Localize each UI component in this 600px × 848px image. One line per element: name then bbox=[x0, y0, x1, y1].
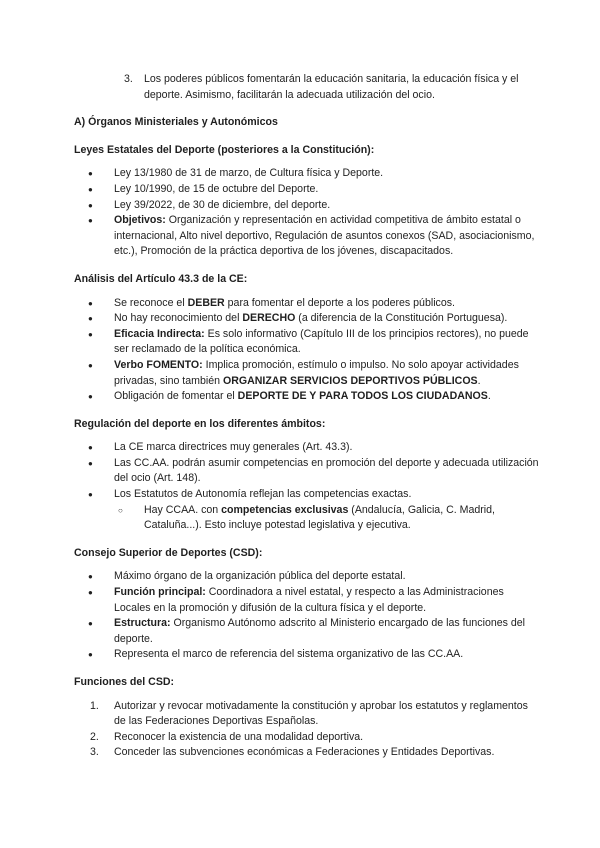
list-item: ● Máximo órgano de la organización pública del deporte estatal. bbox=[74, 569, 540, 585]
bullet-icon: ● bbox=[88, 458, 93, 468]
list-item: ● Ley 13/1980 de 31 de marzo, de Cultura física y Deporte. bbox=[74, 166, 540, 182]
bullet-icon: ● bbox=[88, 329, 93, 339]
list-item: ● Representa el marco de referencia del sistema organizativo de las CC.AA. bbox=[74, 647, 540, 663]
list-item: ● No hay reconocimiento del DERECHO (a diferencia de la Constitución Portuguesa). bbox=[74, 311, 540, 327]
bullet-icon: ● bbox=[88, 490, 93, 500]
analisis-list bbox=[74, 296, 540, 405]
leyes-heading: Leyes Estatales del Deporte (posteriores a la Constitución): bbox=[74, 143, 375, 156]
csd-list bbox=[74, 569, 540, 663]
csd-heading: Consejo Superior de Deportes (CSD): bbox=[74, 546, 263, 559]
list-item: ● Estructura: Organismo Autónomo adscrito al Ministerio encargado de las funciones del deporte. bbox=[88, 617, 526, 645]
numbered-list-item: 3. Conceder las subvenciones económicas a Federaciones y Entidades Deportivas. bbox=[90, 746, 495, 759]
numbered-list-item: 2. Reconocer la existencia de una modalidad deportiva. bbox=[90, 730, 364, 743]
bullet-icon: ● bbox=[88, 619, 93, 629]
list-number: 3. bbox=[124, 73, 133, 85]
funciones-list bbox=[74, 699, 540, 761]
list-item: ● Se reconoce el DEBER para fomentar el deporte a los poderes públicos. bbox=[74, 296, 540, 312]
list-item: ● Verbo FOMENTO: Implica promoción, estímulo o impulso. No solo apoyar actividades privadas, sino también ORGANIZAR SERVICIOS DEPORTIVOS PÚBLICOS. bbox=[88, 358, 519, 387]
bullet-icon: ● bbox=[88, 200, 93, 210]
bullet-icon: ● bbox=[88, 298, 93, 308]
bullet-icon: ● bbox=[88, 314, 93, 324]
regulacion-list bbox=[74, 440, 540, 534]
list-item: ● Las CC.AA. podrán asumir competencias en promoción del deporte y adecuada utilización del ocio (Art. 148). bbox=[88, 456, 539, 485]
bullet-icon: ● bbox=[88, 588, 93, 598]
sub-list-item: ○ Hay CCAA. con competencias exclusivas (Andalucía, Galicia, C. Madrid, Cataluña...). Esto incluye potestad legislativa y ejecutiva. bbox=[118, 503, 495, 532]
analisis-heading: Análisis del Artículo 43.3 de la CE: bbox=[74, 272, 248, 285]
funciones-heading: Funciones del CSD: bbox=[74, 676, 175, 688]
numbered-list-item: 1. Autorizar y revocar motivadamente la constitución y aprobar los estatutos y reglamentos de las Federaciones Deportivas Españolas. bbox=[90, 699, 528, 728]
bullet-icon: ● bbox=[88, 572, 93, 582]
bullet-icon: ● bbox=[88, 392, 93, 402]
list-item: ● Los Estatutos de Autonomía reflejan las competencias exactas. bbox=[74, 487, 540, 503]
list-item: ● Eficacia Indirecta: Es solo informativo (Capítulo III de los principios rectores), no puede ser reclamado de la política económica. bbox=[88, 327, 529, 356]
list-item: ● Ley 10/1990, de 15 de octubre del Deporte. bbox=[74, 182, 540, 198]
regulacion-heading: Regulación del deporte en los diferentes ámbitos: bbox=[74, 417, 326, 430]
intro-list-item bbox=[74, 72, 540, 103]
list-item: ● Objetivos: Organización y representación en actividad competitiva de ámbito estatal o internacional, Alto nivel deportivo, Regulación de asuntos conexos (SAD, asociacionismo, etc.), Promoción de la práctica deportiva de los jóvenes, discapacitados. bbox=[88, 214, 535, 258]
hollow-bullet-icon: ○ bbox=[118, 505, 123, 515]
list-item: ● La CE marca directrices muy generales (Art. 43.3). bbox=[74, 440, 540, 456]
bullet-icon: ● bbox=[88, 443, 93, 453]
list-item: ● Función principal: Coordinadora a nivel estatal, y respecto a las Administraciones Locales en la promoción y difusión de la cultura física y el deporte. bbox=[88, 586, 504, 614]
list-item: ● Obligación de fomentar el DEPORTE DE Y PARA TODOS LOS CIUDADANOS. bbox=[74, 389, 540, 405]
intro-text: Los poderes públicos fomentarán la educación sanitaria, la educación física y el deporte. Asimismo, facilitarán la adecuada utilización del ocio. bbox=[144, 73, 519, 101]
bullet-icon: ● bbox=[88, 216, 93, 226]
bullet-icon: ● bbox=[88, 184, 93, 194]
bullet-icon: ● bbox=[88, 360, 93, 370]
leyes-list bbox=[74, 166, 540, 260]
bullet-icon: ● bbox=[88, 650, 93, 660]
list-item: ● Ley 39/2022, de 30 de diciembre, del deporte. bbox=[74, 198, 540, 214]
bullet-icon: ● bbox=[88, 169, 93, 179]
section-a-heading: A) Órganos Ministeriales y Autonómicos bbox=[74, 116, 278, 129]
